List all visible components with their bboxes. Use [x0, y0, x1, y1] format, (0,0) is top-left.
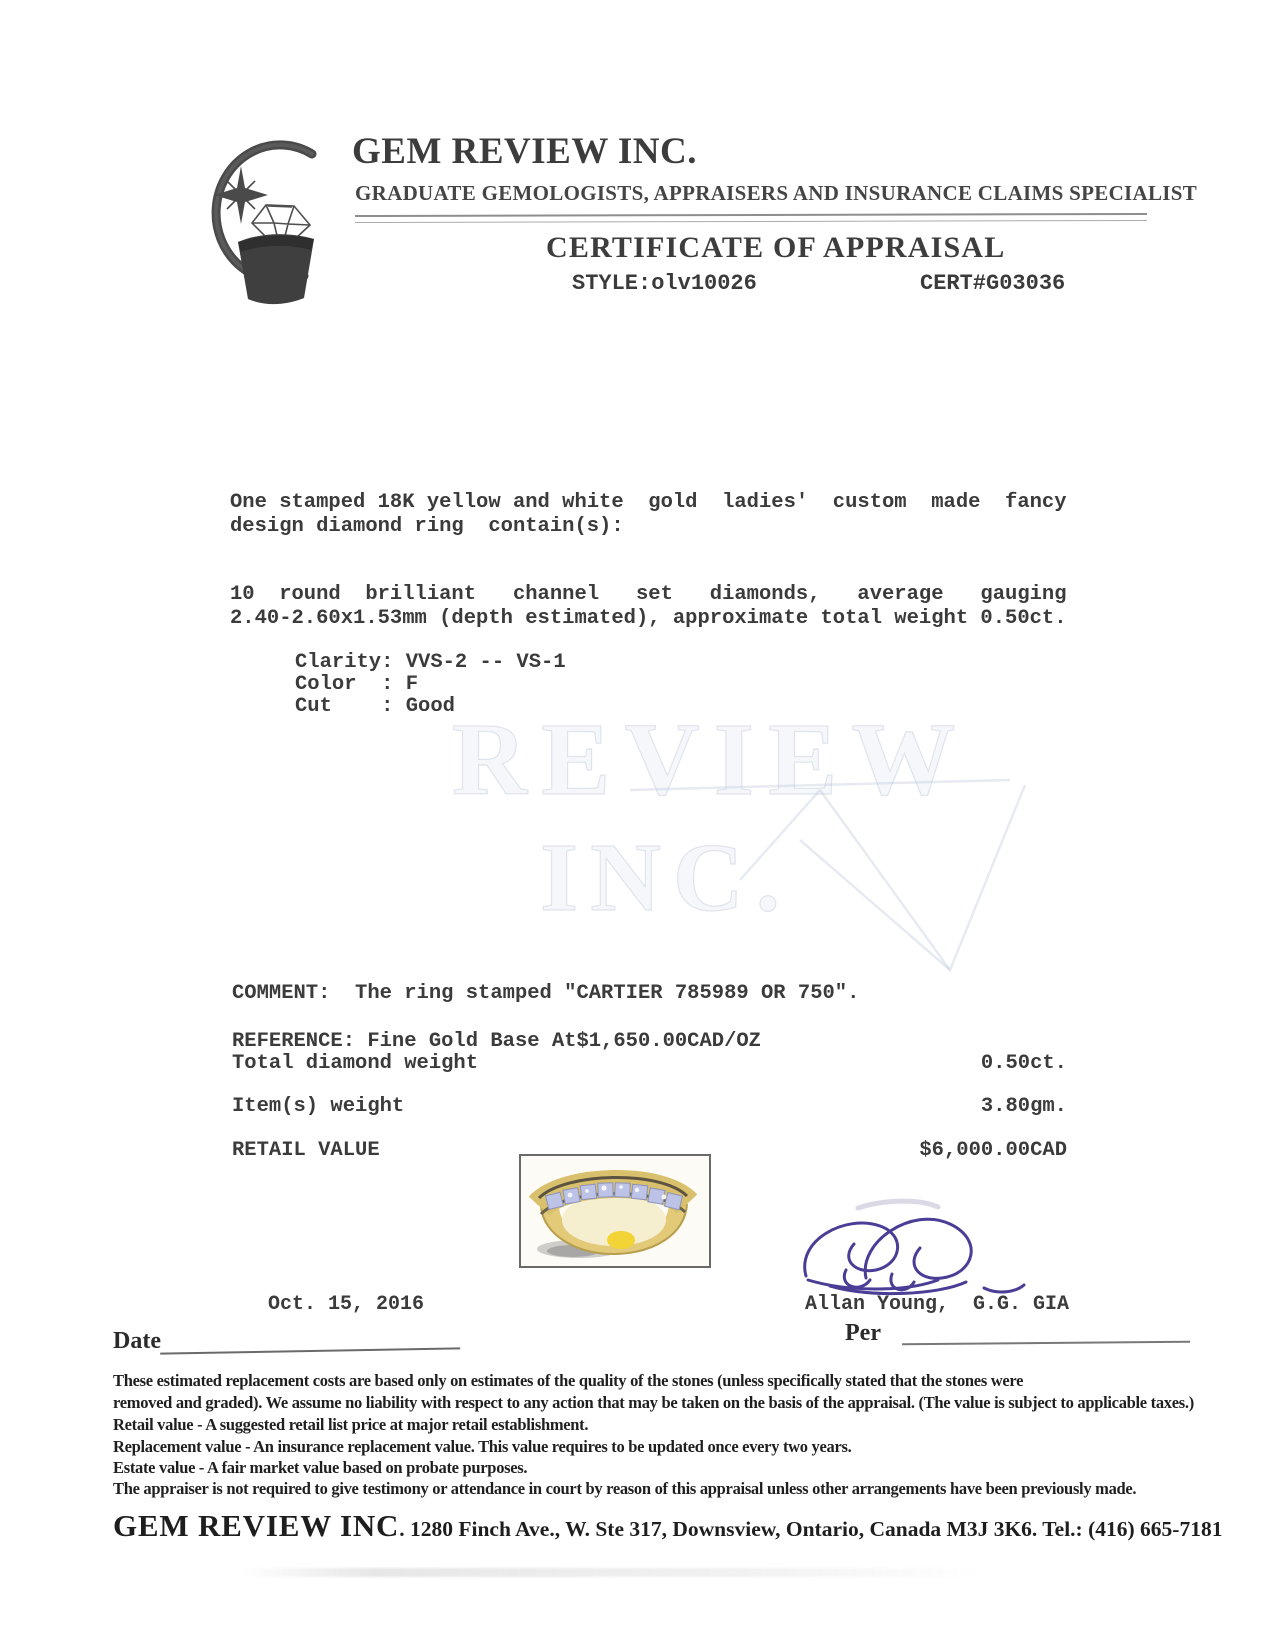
ring-photo-frame — [519, 1154, 711, 1268]
cert-number: CERT#G03036 — [920, 271, 1066, 296]
comment-line: COMMENT: The ring stamped "CARTIER 785989 OR 750". — [232, 982, 860, 1005]
cut-line: Cut : Good — [295, 695, 455, 718]
scan-smudge — [240, 1568, 980, 1577]
per-underline — [902, 1319, 1190, 1346]
valuation-value: 0.50ct. — [980, 1052, 1067, 1075]
per-label: Per — [845, 1320, 881, 1346]
watermark-line-2: INC. — [540, 824, 793, 932]
date-underline — [160, 1325, 460, 1354]
ring-photo — [521, 1156, 705, 1262]
header-rule — [355, 213, 1147, 223]
valuation-value: 3.80gm. — [980, 1095, 1067, 1118]
footer-company-name: GEM REVIEW INC — [113, 1508, 400, 1543]
valuation-label: Item(s) weight — [232, 1095, 405, 1118]
valuation-label: RETAIL VALUE — [232, 1139, 380, 1162]
disclaimer-line-3: Retail value - A suggested retail list price at major retail establishment. — [113, 1415, 589, 1434]
description-line-4: 2.40-2.60x1.53mm (depth estimated), approximate total weight 0.50ct. — [230, 607, 1067, 630]
style-number: STYLE:olv10026 — [572, 271, 757, 296]
disclaimer-line-1: These estimated replacement costs are based only on estimates of the quality of the stones (unless specifically stated that the stones were — [113, 1371, 1024, 1390]
date-label: Date — [113, 1328, 161, 1354]
company-name: GEM REVIEW INC. — [352, 131, 697, 172]
color-line: Color : F — [295, 673, 419, 696]
gem-review-logo-icon — [178, 126, 346, 318]
company-tagline: GRADUATE GEMOLOGISTS, APPRAISERS AND INSURANCE CLAIMS SPECIALIST — [355, 181, 1198, 205]
clarity-line: Clarity: VVS-2 -- VS-1 — [295, 651, 566, 674]
description-line-2: design diamond ring contain(s): — [230, 515, 624, 538]
description-line-3: 10 round brilliant channel set diamonds, average gauging — [230, 583, 1067, 606]
valuation-label: Total diamond weight — [232, 1052, 479, 1075]
reference-line: REFERENCE: Fine Gold Base At$1,650.00CAD/OZ — [232, 1030, 761, 1053]
description-line-1: One stamped 18K yellow and white gold ladies' custom made fancy — [230, 491, 1067, 514]
appraiser-name: Allan Young, G.G. GIA — [805, 1293, 1070, 1316]
date-value: Oct. 15, 2016 — [268, 1293, 425, 1316]
footer-address: . 1280 Finch Ave., W. Ste 317, Downsview, Ontario, Canada M3J 3K6. Tel.: (416) 665-7181 — [399, 1517, 1223, 1541]
disclaimer-line-2: removed and graded). We assume no liability with respect to any action that may be taken on the basis of the appraisal. (The value is subject to applicable taxes.) — [113, 1393, 1194, 1412]
valuation-value: $6,000.00CAD — [919, 1139, 1067, 1162]
footer — [113, 1508, 1222, 1544]
disclaimer-line-5: Estate value - A fair market value based on probate purposes. — [113, 1458, 528, 1477]
certificate-title: CERTIFICATE OF APPRAISAL — [546, 231, 1006, 264]
watermark-diamond-sketch — [620, 720, 1040, 980]
watermark-line-1: REVIEW — [452, 702, 970, 817]
disclaimer-line-6: The appraiser is not required to give testimony or attendance in court by reason of this appraisal unless other arrangements have been previously made. — [113, 1479, 1137, 1498]
disclaimer-line-4: Replacement value - An insurance replacement value. This value requires to be updated once every two years. — [113, 1437, 852, 1456]
